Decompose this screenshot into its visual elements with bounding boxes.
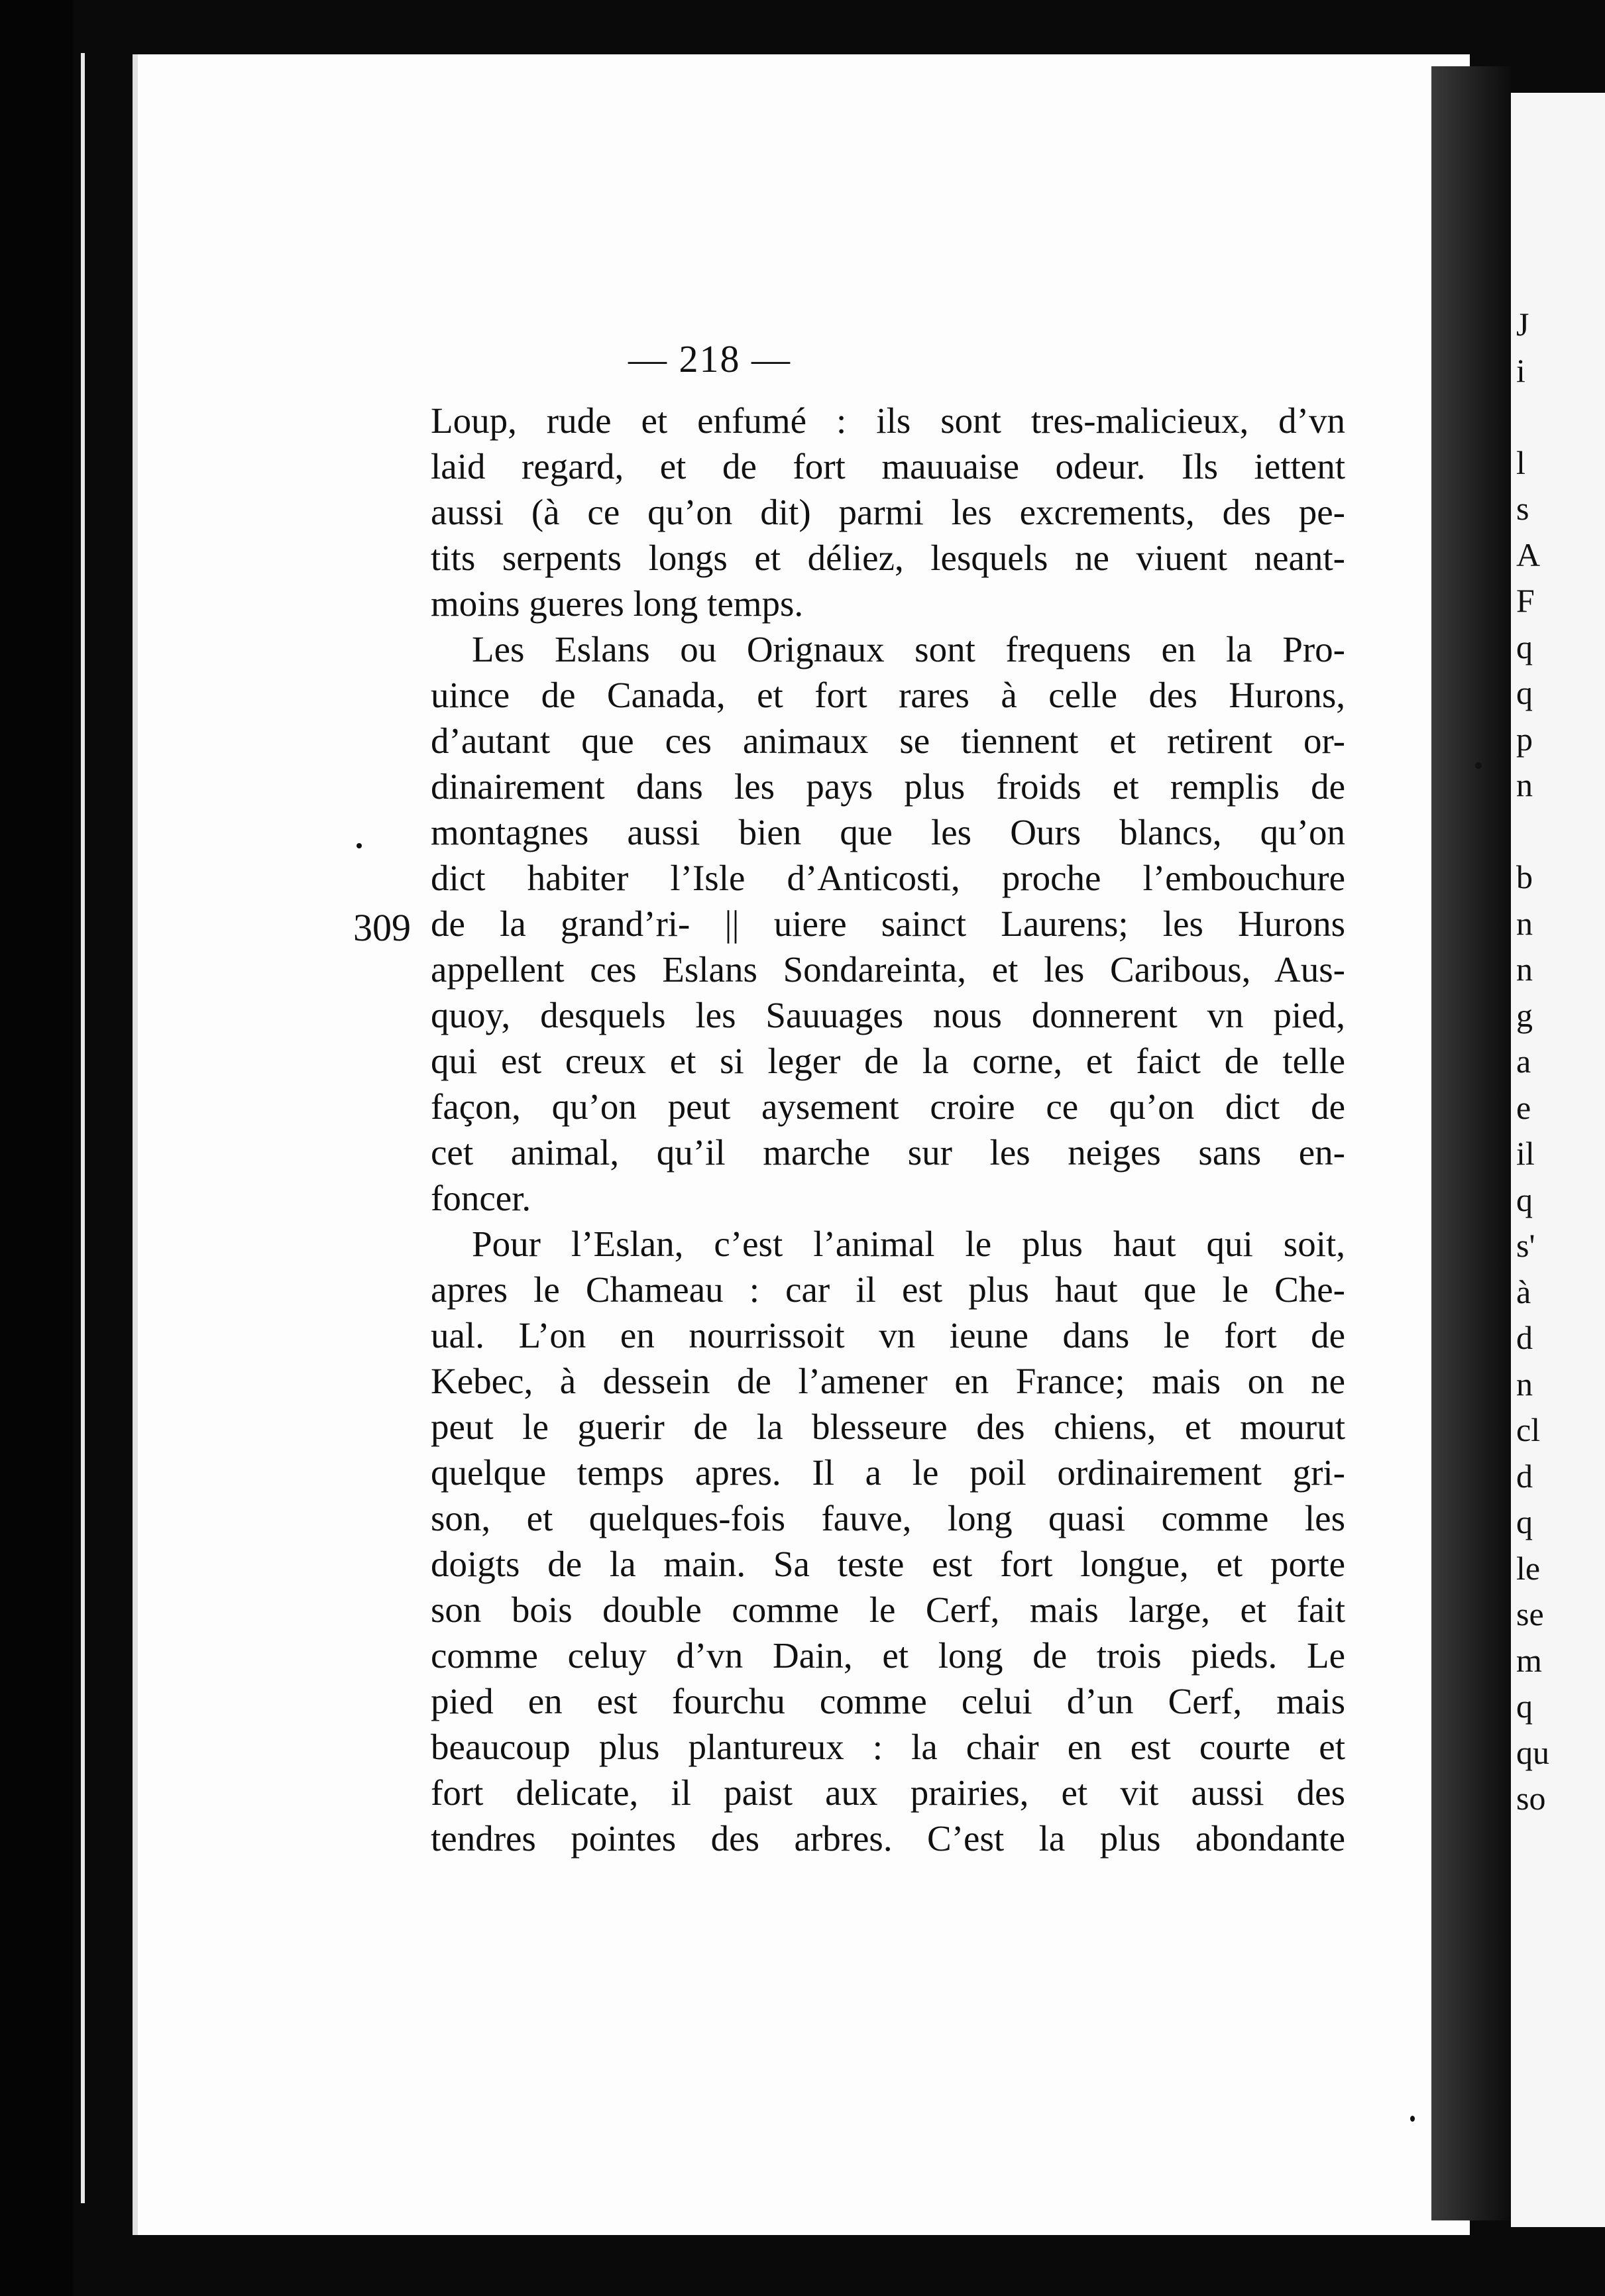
- next-page-fragment: il: [1516, 1135, 1535, 1172]
- next-page-fragment: q: [1516, 1180, 1533, 1218]
- next-page-fragment: q: [1516, 1503, 1533, 1540]
- text-line: moins gueres long temps.: [431, 583, 804, 624]
- next-page-fragment: q: [1516, 674, 1533, 711]
- next-page-fragment: A: [1516, 536, 1541, 573]
- text-line: pied en est fourchu comme celui d’un Cerf, mais: [431, 1681, 1345, 1721]
- next-page-fragment: n: [1516, 904, 1533, 942]
- text-line: apres le Chameau : car il est plus haut que le Che-: [431, 1269, 1345, 1310]
- text-line: Les Eslans ou Orignaux sont frequens en la Pro-: [472, 629, 1345, 669]
- next-page-fragment: b: [1516, 858, 1533, 895]
- page-number: — 218 —: [628, 337, 791, 380]
- text-line: uince de Canada, et fort rares à celle des Hurons,: [431, 675, 1345, 715]
- scan-speck: [1475, 762, 1482, 769]
- text-line: beaucoup plus plantureux : la chair en est courte et: [431, 1727, 1345, 1767]
- scan-speck: [1410, 2116, 1415, 2122]
- text-line: aussi (à ce qu’on dit) parmi les excrements, des pe-: [431, 492, 1345, 532]
- text-line: cet animal, qu’il marche sur les neiges sans en-: [431, 1132, 1345, 1173]
- next-page-fragment: s: [1516, 490, 1529, 527]
- text-line: façon, qu’on peut aysement croire ce qu’on dict de: [431, 1086, 1345, 1127]
- next-page-fragment: m: [1516, 1641, 1542, 1679]
- text-line: son bois double comme le Cerf, mais large, et fait: [431, 1589, 1345, 1630]
- next-page-fragment: F: [1516, 582, 1535, 619]
- next-page-edge: [1511, 93, 1605, 2227]
- text-line: ual. L’on en nourrissoit vn ieune dans le fort de: [431, 1315, 1345, 1355]
- next-page-fragment: s': [1516, 1227, 1535, 1264]
- text-line: son, et quelques-fois fauve, long quasi comme les: [431, 1498, 1345, 1538]
- next-page-fragment: l: [1516, 443, 1525, 481]
- text-line: montagnes aussi bien que les Ours blancs, qu’on: [431, 812, 1345, 852]
- text-line: tendres pointes des arbres. C’est la plus abondante: [431, 1818, 1345, 1859]
- text-line: fort delicate, il paist aux prairies, et vit aussi des: [431, 1772, 1345, 1813]
- page-gutter-shadow: [1431, 66, 1511, 2220]
- text-line: quoy, desquels les Sauuages nous donnerent vn pied,: [431, 995, 1345, 1035]
- next-page-fragment: n: [1516, 766, 1533, 803]
- scan-speck: [357, 843, 362, 848]
- text-line: de la grand’ri- || uiere sainct Laurens; les Hurons: [431, 903, 1345, 944]
- next-page-fragment: se: [1516, 1595, 1544, 1633]
- body-text: [431, 398, 1345, 1861]
- next-page-fragment: à: [1516, 1273, 1531, 1310]
- next-page-fragment: le: [1516, 1549, 1541, 1587]
- text-line: doigts de la main. Sa teste est fort longue, et porte: [431, 1544, 1345, 1584]
- next-page-fragment: n: [1516, 950, 1533, 988]
- next-page-fragment: cl: [1516, 1411, 1541, 1448]
- text-line: qui est creux et si leger de la corne, et faict de telle: [431, 1041, 1345, 1081]
- text-line: comme celuy d’vn Dain, et long de trois pieds. Le: [431, 1635, 1345, 1676]
- next-page-fragment: p: [1516, 720, 1533, 758]
- margin-page-reference: 309: [353, 906, 411, 949]
- next-page-fragment: g: [1516, 996, 1533, 1034]
- text-line: dinairement dans les pays plus froids et remplis de: [431, 766, 1345, 807]
- text-line: tits serpents longs et déliez, lesquels ne viuent neant-: [431, 538, 1345, 578]
- text-line: dict habiter l’Isle d’Anticosti, proche l’embouchure: [431, 858, 1345, 898]
- text-line: Kebec, à dessein de l’amener en France; mais on ne: [431, 1361, 1345, 1401]
- next-page-fragment: e: [1516, 1088, 1531, 1126]
- text-line: foncer.: [431, 1178, 531, 1218]
- next-page-fragment: so: [1516, 1780, 1546, 1817]
- next-page-fragment: J: [1516, 306, 1529, 343]
- text-line: peut le guerir de la blesseure des chiens, et mourut: [431, 1406, 1345, 1447]
- next-page-fragment: n: [1516, 1365, 1533, 1403]
- text-line: Pour l’Eslan, c’est l’animal le plus haut qui soit,: [472, 1224, 1345, 1264]
- next-page-fragment: a: [1516, 1043, 1531, 1080]
- next-page-fragment: q: [1516, 628, 1533, 665]
- text-line: laid regard, et de fort mauuaise odeur. Ils iettent: [431, 446, 1345, 487]
- text-line: d’autant que ces animaux se tiennent et retirent or-: [431, 720, 1345, 761]
- next-page-fragment: d: [1516, 1457, 1533, 1495]
- text-line: quelque temps apres. Il a le poil ordinairement gri-: [431, 1452, 1345, 1493]
- text-line: appellent ces Eslans Sondareinta, et les Caribous, Aus-: [431, 949, 1345, 990]
- next-page-fragment: i: [1516, 351, 1525, 389]
- text-line: Loup, rude et enfumé : ils sont tres-malicieux, d’vn: [431, 400, 1345, 441]
- next-page-fragment: qu: [1516, 1733, 1549, 1771]
- next-page-fragment: q: [1516, 1688, 1533, 1725]
- next-page-fragment: d: [1516, 1319, 1533, 1356]
